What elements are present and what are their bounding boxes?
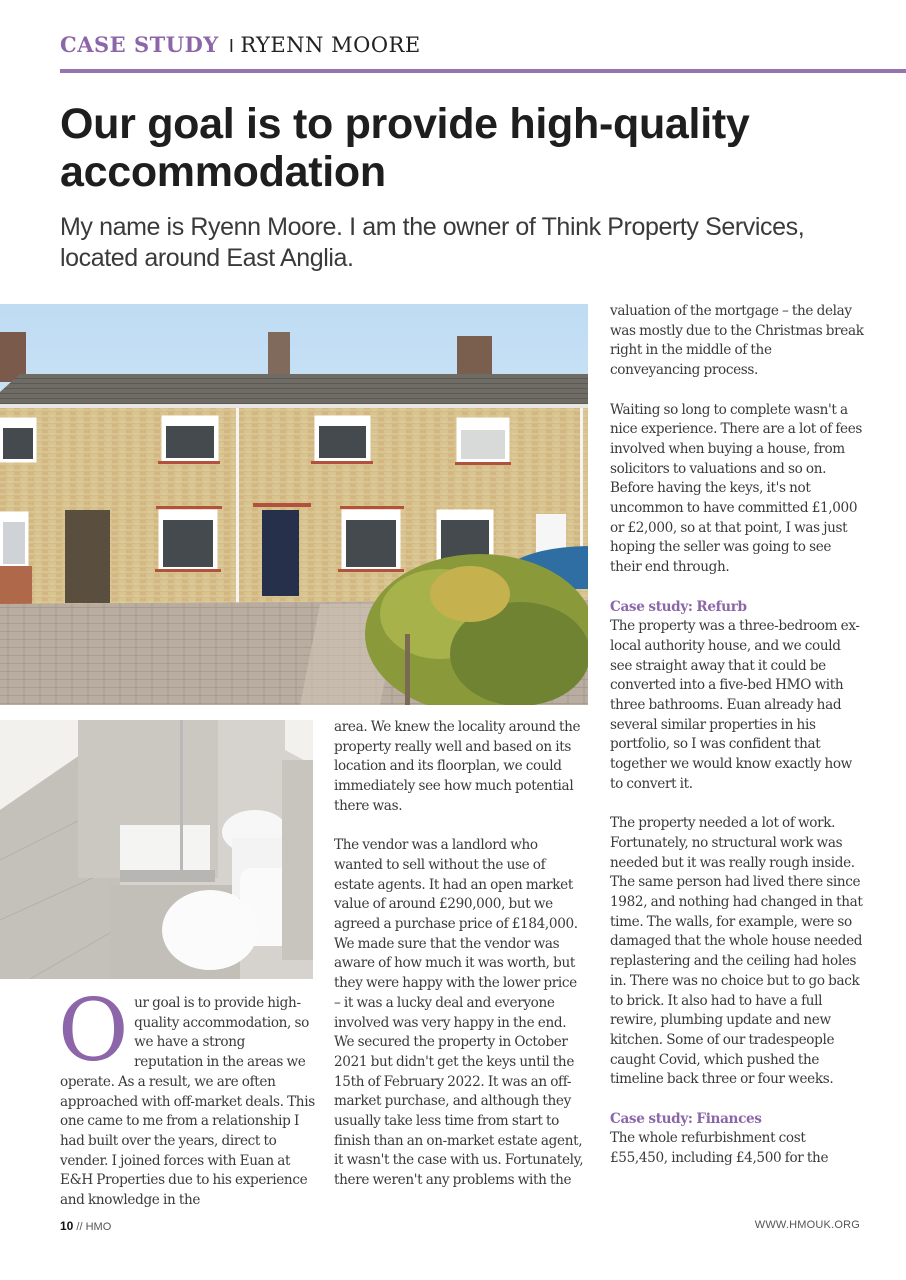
page-footer-left	[60, 1219, 111, 1233]
article-column-1	[58, 981, 315, 1211]
section-kicker	[60, 32, 421, 57]
bathroom-photo	[0, 720, 313, 979]
intro-paragraph	[58, 981, 315, 1211]
page-title: Our goal is to provide high-quality accommodation	[60, 100, 750, 196]
refurb-section	[610, 598, 865, 795]
standfirst: My name is Ryenn Moore. I am the owner of Think Property Services, located around East Anglia.	[60, 213, 805, 272]
paragraph: Waiting so long to complete wasn't a nice experience. There are a lot of fees involved when buying a house, from solicitors to valuations and so on. Before having the keys, it's not uncommon to have committed £1,000 or £2,000, so at that point, I was just hoping the seller was going to see their end through.	[610, 401, 863, 576]
website-link[interactable]: WWW.HMOUK.ORG	[754, 1219, 860, 1231]
publication-name: // HMO	[76, 1221, 112, 1233]
paragraph-text: The property was a three-bedroom ex-local authority house, and we could see straight away that it could be converted into a five-bed HMO with three bathrooms. Euan already had several similar properties in his portfolio, so I was confident that together we would know exactly how to convert it.	[610, 618, 860, 792]
article-column-3	[610, 302, 865, 1169]
drop-cap: O	[58, 981, 129, 1081]
paragraph: The vendor was a landlord who wanted to sell without the use of estate agents. It had an open market value of around £290,000, but we agreed a purchase price of £184,000. We made sure that the vendor was aware of how much it was worth, but they were happy with the lower price – it was a lucky deal and everyone involved was very happy in the end. We secured the property in October 2021 but didn't get the keys until the 15th of February 2022. It was an off-market purchase, and although they usually take less time from start to finish than an on-market estate agent, it wasn't the case with us. Fortunately, there weren't any problems with the	[334, 837, 584, 1189]
header-rule	[60, 69, 906, 73]
page-number: 10	[60, 1219, 74, 1233]
paragraph-text: ur goal is to provide high-quality accommodation, so we have a strong reputation in the areas we operate. As a result, we are often approached with off-market deals. This one came to me from a relationship I had built over the years, direct to vender. I joined forces with Euan at E&H Properties due to his experience and knowledge in the	[60, 995, 315, 1209]
paragraph: area. We knew the locality around the property really well and based on its location and its floorplan, we could immediately see how much potential there was.	[334, 719, 581, 814]
subheading-finances: Case study: Finances	[610, 1110, 762, 1127]
finances-section	[610, 1110, 865, 1169]
article-column-2	[334, 718, 586, 1191]
paragraph: The property needed a lot of work. Fortunately, no structural work was needed but it was really rough inside. The same person had lived there since 1982, and nothing had changed in that time. The walls, for example, were so damaged that the whole house needed replastering and the ceiling had holes in. There was no choice but to go back to brick. It also had to have a full rewire, plumbing update and new kitchen. Some of our tradespeople caught Covid, which pushed the timeline back three or four weeks.	[610, 815, 863, 1088]
paragraph-text: The whole refurbishment cost £55,450, including £4,500 for the	[610, 1130, 829, 1167]
subheading-refurb: Case study: Refurb	[610, 598, 747, 615]
paragraph: valuation of the mortgage – the delay was mostly due to the Christmas break right in the middle of the conveyancing process.	[610, 303, 864, 379]
kicker-separator: I	[228, 36, 235, 56]
section-label: CASE STUDY	[60, 32, 219, 57]
house-photo	[0, 304, 588, 705]
author-name: RYENN MOORE	[240, 33, 421, 57]
